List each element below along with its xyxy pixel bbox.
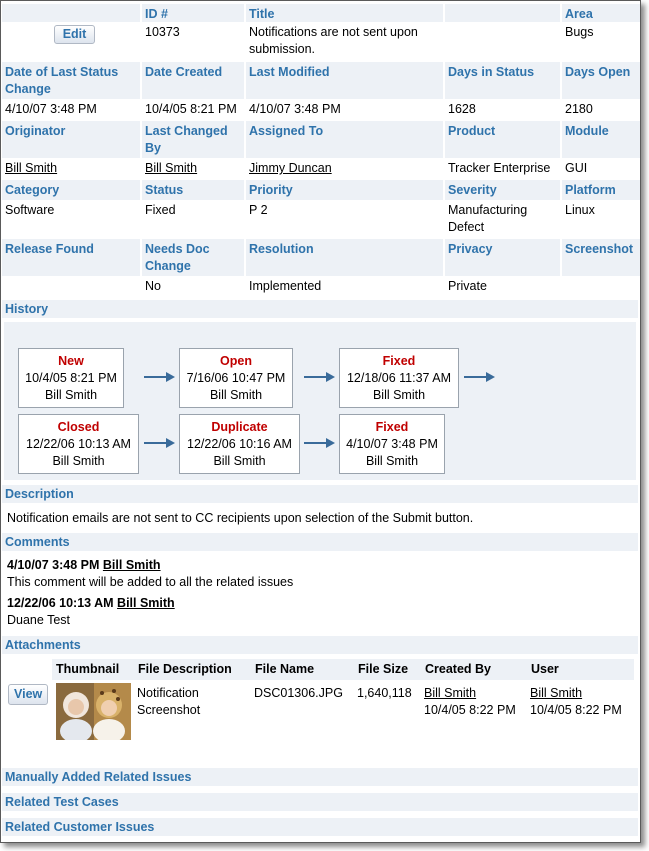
arrow-right-icon xyxy=(464,372,496,382)
category-header: Category xyxy=(2,180,142,200)
description-section-header: Description xyxy=(2,485,638,503)
privacy-header: Privacy xyxy=(445,239,562,276)
platform-value: Linux xyxy=(562,200,640,239)
severity-value: Manufacturing Defect xyxy=(445,200,562,239)
comment-author-link[interactable]: Bill Smith xyxy=(117,596,175,610)
last-modified-value: 4/10/07 3:48 PM xyxy=(246,99,445,121)
arrow-right-icon xyxy=(304,438,336,448)
history-step xyxy=(179,348,293,408)
platform-header: Platform xyxy=(565,183,616,197)
module-header: Module xyxy=(565,124,609,138)
history-date: 12/22/06 10:16 AM xyxy=(187,437,292,451)
history-step xyxy=(18,414,139,474)
history-user: Bill Smith xyxy=(52,454,105,468)
needs-doc-change-header: Needs Doc Change xyxy=(142,239,246,276)
area-value: Bugs xyxy=(562,22,640,62)
arrow-right-icon xyxy=(144,372,176,382)
comment-date: 4/10/07 3:48 PM xyxy=(7,558,100,572)
comments-section-header: Comments xyxy=(2,533,638,551)
attachments-section-header: Attachments xyxy=(2,636,638,654)
header-row-4 xyxy=(2,180,640,200)
history-step xyxy=(339,414,445,474)
product-header: Product xyxy=(445,121,562,158)
days-open-value: 2180 xyxy=(562,99,640,121)
col-file-name: File Name xyxy=(255,662,315,676)
col-file-description: File Description xyxy=(138,662,232,676)
history-status: Fixed xyxy=(382,354,416,368)
header-row-3 xyxy=(2,121,640,158)
history-user: Bill Smith xyxy=(209,388,263,402)
col-created-by: Created By xyxy=(425,662,491,676)
comment-text: This comment will be added to all the related issues xyxy=(7,575,294,589)
history-date: 10/4/05 8:21 PM xyxy=(25,371,117,385)
category-value: Software xyxy=(2,200,142,239)
history-status: Closed xyxy=(57,420,100,434)
history-status: Open xyxy=(220,354,252,368)
days-in-status-value: 1628 xyxy=(445,99,562,121)
arrow-right-icon xyxy=(304,372,336,382)
view-attachment-button[interactable]: View xyxy=(8,684,48,705)
col-file-size: File Size xyxy=(358,662,409,676)
last-modified-header: Last Modified xyxy=(246,62,445,99)
privacy-value: Private xyxy=(445,276,562,298)
history-user: Bill Smith xyxy=(365,454,419,468)
title-header: Title xyxy=(246,4,445,22)
history-date: 7/16/06 10:47 PM xyxy=(186,371,286,385)
days-open-header: Days Open xyxy=(565,65,631,79)
attachment-user xyxy=(530,685,622,719)
related-test-cases-header[interactable]: Related Test Cases xyxy=(2,793,638,811)
product-value: Tracker Enterprise xyxy=(445,158,562,180)
attachment-file-name: DSC01306.JPG xyxy=(254,686,343,700)
thumbnail-image xyxy=(56,683,131,740)
area-header: Area xyxy=(565,7,593,21)
originator-link[interactable]: Bill Smith xyxy=(5,161,58,175)
screenshot-header: Screenshot xyxy=(565,242,634,256)
header-row-2 xyxy=(2,62,640,99)
created-date: 10/4/05 8:22 PM xyxy=(424,703,516,717)
attachment-description: Notification Screenshot xyxy=(137,686,201,717)
history-step xyxy=(179,414,300,474)
history-status: New xyxy=(58,354,84,368)
history-step xyxy=(339,348,459,408)
user-date: 10/4/05 8:22 PM xyxy=(530,703,622,717)
value-row-4 xyxy=(2,200,640,239)
comment-item xyxy=(7,557,293,591)
user-link[interactable]: Bill Smith xyxy=(530,686,583,700)
col-thumbnail: Thumbnail xyxy=(56,662,120,676)
status-header: Status xyxy=(142,180,246,200)
days-in-status-header: Days in Status xyxy=(445,62,562,99)
comment-author-link[interactable]: Bill Smith xyxy=(102,558,161,572)
date-created-value: 10/4/05 8:21 PM xyxy=(142,99,246,121)
history-date: 4/10/07 3:48 PM xyxy=(346,437,438,451)
needs-doc-change-value: No xyxy=(142,276,246,298)
created-by-link[interactable]: Bill Smith xyxy=(424,686,477,700)
value-row-5 xyxy=(2,276,640,298)
attachments-table-header xyxy=(52,659,634,680)
date-last-status-change-header: Date of Last Status Change xyxy=(2,62,142,99)
history-step xyxy=(18,348,124,408)
priority-header: Priority xyxy=(246,180,445,200)
history-date: 12/22/06 10:13 AM xyxy=(26,437,131,451)
assigned-to-header: Assigned To xyxy=(246,121,445,158)
date-last-status-change-value: 4/10/07 3:48 PM xyxy=(2,99,142,121)
history-date: 12/18/06 11:37 AM xyxy=(346,371,452,385)
history-status: Duplicate xyxy=(211,420,268,434)
history-user: Bill Smith xyxy=(372,388,426,402)
col-user: User xyxy=(531,662,559,676)
release-found-header: Release Found xyxy=(2,239,142,276)
last-changed-by-link[interactable]: Bill Smith xyxy=(145,161,198,175)
comment-item xyxy=(7,595,175,629)
comment-date: 12/22/06 10:13 AM xyxy=(7,596,114,610)
last-changed-by-header: Last Changed By xyxy=(142,121,246,158)
id-header: ID # xyxy=(142,4,246,22)
header-row-1 xyxy=(2,4,640,22)
resolution-header: Resolution xyxy=(246,239,445,276)
id-value: 10373 xyxy=(142,22,246,62)
date-created-header: Date Created xyxy=(142,62,246,99)
attachment-created xyxy=(424,685,516,719)
manual-related-issues-header[interactable]: Manually Added Related Issues xyxy=(2,768,638,786)
severity-header: Severity xyxy=(445,180,562,200)
edit-button[interactable]: Edit xyxy=(54,25,96,44)
issue-fields-grid xyxy=(2,4,640,298)
attachment-file-size: 1,640,118 xyxy=(357,686,412,700)
value-row-3 xyxy=(2,158,640,180)
originator-header: Originator xyxy=(2,121,142,158)
history-user: Bill Smith xyxy=(44,388,98,402)
value-row-1 xyxy=(2,22,640,62)
related-customer-issues-header[interactable]: Related Customer Issues xyxy=(2,818,638,836)
header-row-5 xyxy=(2,239,640,276)
module-value: GUI xyxy=(562,158,640,180)
assigned-to-link[interactable]: Jimmy Duncan xyxy=(249,161,332,175)
resolution-value: Implemented xyxy=(246,276,445,298)
arrow-right-icon xyxy=(144,438,176,448)
description-text: Notification emails are not sent to CC recipients upon selection of the Submit button. xyxy=(7,511,474,525)
history-status: Fixed xyxy=(375,420,409,434)
value-row-2 xyxy=(2,99,640,121)
status-value: Fixed xyxy=(142,200,246,239)
comment-text: Duane Test xyxy=(7,613,71,627)
attachment-thumbnail[interactable] xyxy=(56,683,131,740)
history-section-header: History xyxy=(2,300,638,318)
title-value: Notifications are not sent upon submission. xyxy=(246,22,445,62)
history-user: Bill Smith xyxy=(213,454,266,468)
priority-value: P 2 xyxy=(246,200,445,239)
